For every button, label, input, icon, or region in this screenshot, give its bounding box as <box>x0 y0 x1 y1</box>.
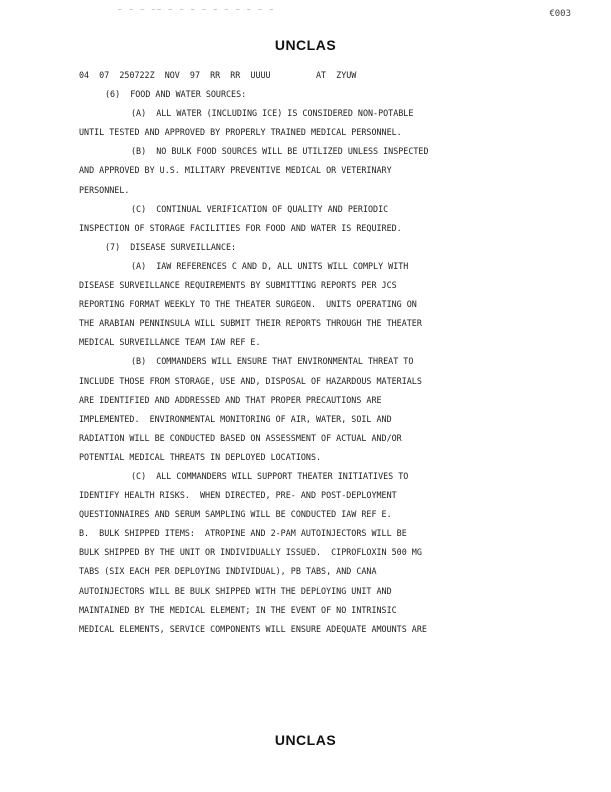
paragraph-line: IDENTIFY HEALTH RISKS. WHEN DIRECTED, PRE- AND POST-DEPLOYMENT <box>79 490 397 501</box>
paragraph-line: (A) ALL WATER (INCLUDING ICE) IS CONSIDERED NON-POTABLE <box>131 108 414 119</box>
paragraph-line: UNTIL TESTED AND APPROVED BY PROPERLY TRAINED MEDICAL PERSONNEL. <box>79 127 402 138</box>
paragraph-line: BULK SHIPPED BY THE UNIT OR INDIVIDUALLY ISSUED. CIPROFLOXIN 500 MG <box>79 547 422 558</box>
paragraph-line: THE ARABIAN PENNINSULA WILL SUBMIT THEIR REPORTS THROUGH THE THEATER <box>79 318 422 329</box>
paragraph-line: RADIATION WILL BE CONDUCTED BASED ON ASSESSMENT OF ACTUAL AND/OR <box>79 432 402 443</box>
paragraph-line: TABS (SIX EACH PER DEPLOYING INDIVIDUAL), PB TABS, AND CANA <box>79 566 377 577</box>
message-body <box>79 66 499 639</box>
paragraph-line: MAINTAINED BY THE MEDICAL ELEMENT; IN THE EVENT OF NO INTRINSIC <box>79 604 397 615</box>
paragraph-line: MEDICAL ELEMENTS, SERVICE COMPONENTS WILL ENSURE ADEQUATE AMOUNTS ARE <box>79 623 427 634</box>
paragraph-line: REPORTING FORMAT WEEKLY TO THE THEATER SURGEON. UNITS OPERATING ON <box>79 299 417 310</box>
classification-footer: UNCLAS <box>274 732 337 748</box>
header-scan-marks: ‒ ‒ ‒ –– ‒ ‒ ‒ ‒ ‒ ‒ ‒ ‒ ‒ ‒ <box>118 6 276 13</box>
classification-header: UNCLAS <box>274 37 337 53</box>
message-header-line: 04 07 250722Z NOV 97 RR RR UUUU AT ZYUW <box>79 70 357 80</box>
paragraph-line: ARE IDENTIFIED AND ADDRESSED AND THAT PROPER PRECAUTIONS ARE <box>79 394 382 405</box>
paragraph-line: MEDICAL SURVEILLANCE TEAM IAW REF E. <box>79 337 261 348</box>
paragraph-line: IMPLEMENTED. ENVIRONMENTAL MONITORING OF AIR, WATER, SOIL AND <box>79 413 392 424</box>
paragraph-line: DISEASE SURVEILLANCE REQUIREMENTS BY SUBMITTING REPORTS PER JCS <box>79 280 397 291</box>
section-heading-disease-surveillance: (7) DISEASE SURVEILLANCE: <box>105 241 237 252</box>
paragraph-line: (C) ALL COMMANDERS WILL SUPPORT THEATER INITIATIVES TO <box>131 470 409 481</box>
paragraph-line: INSPECTION OF STORAGE FACILITIES FOR FOOD AND WATER IS REQUIRED. <box>79 222 402 233</box>
paragraph-line: QUESTIONNAIRES AND SERUM SAMPLING WILL BE CONDUCTED IAW REF E. <box>79 509 392 520</box>
paragraph-line: POTENTIAL MEDICAL THREATS IN DEPLOYED LOCATIONS. <box>79 451 322 462</box>
paragraph-line: (B) NO BULK FOOD SOURCES WILL BE UTILIZED UNLESS INSPECTED <box>131 146 429 157</box>
page-number: €003 <box>549 9 571 19</box>
paragraph-line: (C) CONTINUAL VERIFICATION OF QUALITY AND PERIODIC <box>131 203 389 214</box>
paragraph-line: PERSONNEL. <box>79 184 130 195</box>
paragraph-line: (A) IAW REFERENCES C AND D, ALL UNITS WILL COMPLY WITH <box>131 260 409 271</box>
paragraph-line: AND APPROVED BY U.S. MILITARY PREVENTIVE MEDICAL OR VETERINARY <box>79 165 392 176</box>
paragraph-line: AUTOINJECTORS WILL BE BULK SHIPPED WITH THE DEPLOYING UNIT AND <box>79 585 392 596</box>
section-heading-food-water: (6) FOOD AND WATER SOURCES: <box>105 89 247 100</box>
paragraph-line: (B) COMMANDERS WILL ENSURE THAT ENVIRONMENTAL THREAT TO <box>131 356 414 367</box>
section-heading-bulk-shipped-items: B. BULK SHIPPED ITEMS: ATROPINE AND 2-PAM AUTOINJECTORS WILL BE <box>79 528 407 539</box>
paragraph-line: INCLUDE THOSE FROM STORAGE, USE AND, DISPOSAL OF HAZARDOUS MATERIALS <box>79 375 422 386</box>
